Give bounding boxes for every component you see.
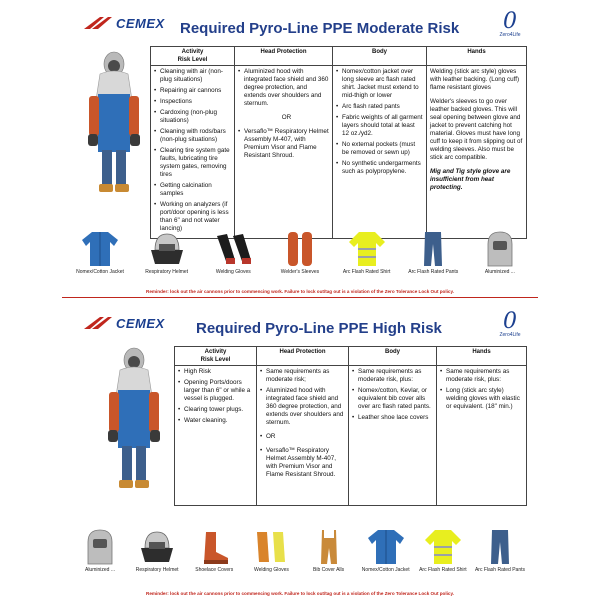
hands-text: Welding (stick arc style) gloves with leather backing. (Long cuff) flame resistant gloves — [430, 68, 520, 91]
gear-item: Nomex/Cotton Jacket — [72, 230, 128, 275]
body-cell — [349, 366, 437, 506]
gear-item: Aluminized ... — [472, 230, 528, 275]
high-gear-row — [72, 528, 528, 573]
aluminized-hood-icon — [80, 528, 120, 566]
arc-flash-shirt-icon — [347, 230, 387, 268]
list-item: • Inspections — [154, 98, 231, 106]
cemex-logo — [82, 314, 165, 334]
list-item: • Clearing tower plugs. — [178, 406, 253, 414]
arc-flash-pants-icon — [480, 528, 520, 566]
or-separator: OR — [281, 114, 292, 121]
ppe-worker-figure — [86, 50, 142, 200]
page-title: Required Pyro-Line PPE Moderate Risk — [180, 20, 460, 37]
gear-item: Welding Gloves — [243, 528, 299, 573]
cemex-wordmark: CEMEX — [116, 16, 165, 31]
gear-item: Welding Gloves — [205, 230, 261, 275]
activity-cell — [175, 366, 257, 506]
poster-page — [62, 0, 538, 600]
list-item: • Nomex/cotton, Kevlar, or equivalent bib cover alls over arc flash rated pants. — [352, 387, 433, 411]
gear-item: Arc Flash Rated Shirt — [415, 528, 471, 573]
list-item: • No external pockets (must be removed or sewn up) — [336, 141, 423, 157]
list-item: • Opening Ports/doors larger than 6" or while a vessel is plugged. — [178, 379, 253, 403]
welders-sleeves-icon — [280, 230, 320, 268]
head-protection-cell — [235, 66, 333, 239]
list-item: • Leather shoe lace covers — [352, 414, 433, 422]
welding-gloves-icon — [213, 230, 253, 268]
list-item: • Cleaning with rods/bars (non-plug situations) — [154, 128, 231, 144]
page-title: Required Pyro-Line PPE High Risk — [196, 320, 442, 337]
gear-item: Respiratory Helmet — [129, 528, 185, 573]
body-cell — [333, 66, 427, 239]
list-item: • Same requirements as moderate risk; — [260, 368, 345, 384]
shoelace-covers-icon — [194, 528, 234, 566]
gear-item: Bib Cover Alls — [301, 528, 357, 573]
zero4life-logo — [496, 9, 524, 38]
zero4life-caption: Zero4Life — [499, 32, 521, 38]
gear-item: Shoelace Covers — [186, 528, 242, 573]
respiratory-helmet-icon — [137, 528, 177, 566]
cemex-swoosh-icon — [82, 316, 116, 330]
head-protection-header: Head Protection — [257, 347, 349, 366]
activity-cell — [151, 66, 235, 239]
head-protection-header: Head Protection — [235, 47, 333, 66]
gear-item: Arc Flash Rated Pants — [472, 528, 528, 573]
list-item: • Repairing air cannons — [154, 87, 231, 95]
reminder-text: Reminder: lock out the air cannons prior to commencing work. Failure to lock out/tag out is a violation of the Zero Tolerance Lock Out policy. — [146, 289, 454, 294]
list-item: • Working on analyzers (if port/door opening is less than 6" and not water lancing) — [154, 201, 231, 233]
gear-item: Arc Flash Rated Shirt — [339, 230, 395, 275]
list-item: • Nomex/cotton jacket over long sleeve arc flash rated shirt. Jacket must extend to mid-thigh or lower — [336, 68, 423, 100]
list-item: • Same requirements as moderate risk, plus: — [352, 368, 433, 384]
list-item: • Cardoxing (non-plug situations) — [154, 109, 231, 125]
list-item: • No synthetic undergarments such as polypropylene. — [336, 160, 423, 176]
bib-cover-alls-icon — [309, 528, 349, 566]
list-item: • Long (stick arc style) welding gloves with elastic or equivalent. (18" min.) — [440, 387, 523, 411]
activity-header: Activity Risk Level — [175, 347, 257, 366]
cemex-swoosh-icon — [82, 16, 116, 30]
list-item: • Aluminized hood with integrated face shield and 360 degree protection, and extends over shoulders and sternum. — [238, 68, 329, 108]
zero-mark: 0 — [503, 9, 517, 34]
hands-header: Hands — [437, 347, 527, 366]
list-item: • High Risk — [178, 368, 253, 376]
list-item: • Water cleaning. — [178, 417, 253, 425]
zero4life-caption: Zero4Life — [499, 332, 521, 338]
high-risk-panel — [62, 306, 538, 596]
list-item: • Versaflo™ Respiratory Helmet Assembly M-407, with Premium Visor and Flame Resistant Shroud. — [238, 128, 329, 160]
list-item: • Fabric weights of all garment layers should total at least 12 oz./yd2. — [336, 114, 423, 138]
activity-header: Activity Risk Level — [151, 47, 235, 66]
gear-item: Aluminized ... — [72, 528, 128, 573]
head-protection-cell — [257, 366, 349, 506]
body-header: Body — [349, 347, 437, 366]
hands-cell — [437, 366, 527, 506]
arc-flash-pants-icon — [413, 230, 453, 268]
hands-cell — [427, 66, 527, 239]
ppe-worker-figure — [106, 346, 162, 496]
reminder-text: Reminder: lock out the air cannons prior to commencing work. Failure to lock out/tag out is a violation of the Zero Tolerance Lock Out policy. — [146, 591, 454, 596]
hands-text: Welder's sleeves to go over leather backed gloves. This will seal opening between glove and jacket to prevent catching hot material. Gloves must have long cuff to keep it from slipping out of welding sleeves. Also must be stick arc compatible. — [430, 98, 523, 161]
moderate-risk-panel — [62, 6, 538, 294]
zero-mark: 0 — [503, 309, 517, 334]
moderate-gear-row — [72, 230, 528, 275]
gear-item: Welder's Sleeves — [272, 230, 328, 275]
list-item: • Versaflo™ Respiratory Helmet Assembly M-407, with Premium Visor and Flame Resistant Shroud. — [260, 447, 345, 479]
body-header: Body — [333, 47, 427, 66]
welding-gloves-icon — [251, 528, 291, 566]
cemex-wordmark: CEMEX — [116, 316, 165, 331]
jacket-icon — [366, 528, 406, 566]
list-item: • Same requirements as moderate risk, plus: — [440, 368, 523, 384]
list-item: • Getting calcination samples — [154, 182, 231, 198]
gear-item: Respiratory Helmet — [139, 230, 195, 275]
gear-item: Arc Flash Rated Pants — [405, 230, 461, 275]
gear-item: Nomex/Cotton Jacket — [358, 528, 414, 573]
list-item: • Clearing tire system gate faults, lubricating tire system gates, removing tires — [154, 147, 231, 179]
list-item: • OR — [260, 433, 345, 441]
high-risk-table — [174, 346, 527, 506]
respiratory-helmet-icon — [147, 230, 187, 268]
list-item: • Arc flash rated pants — [336, 103, 423, 111]
hands-header: Hands — [427, 47, 527, 66]
zero4life-logo — [496, 309, 524, 338]
aluminized-hood-icon — [480, 230, 520, 268]
panel-divider — [62, 297, 538, 298]
hands-note: Mig and Tig style glove are insufficient from heat protecting. — [430, 168, 511, 191]
moderate-risk-table — [150, 46, 527, 239]
jacket-icon — [80, 230, 120, 268]
cemex-logo — [82, 14, 165, 34]
list-item: • Aluminized hood with integrated face shield and 360 degree protection, and extends over shoulders and sternum. — [260, 387, 345, 427]
list-item: • Cleaning with air (non-plug situations) — [154, 68, 231, 84]
arc-flash-shirt-icon — [423, 528, 463, 566]
